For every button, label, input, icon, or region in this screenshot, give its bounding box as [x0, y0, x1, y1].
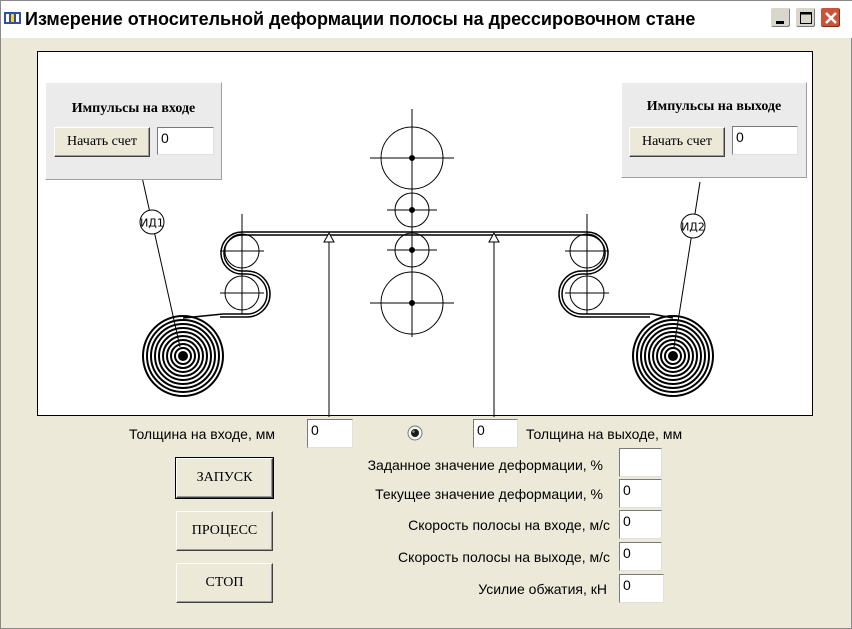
sensor-left-label: ИД1: [140, 216, 164, 230]
sensor-right: [681, 214, 705, 238]
process-button[interactable]: ПРОЦЕСС: [176, 511, 273, 551]
output-speed-label: Скорость полосы на выходе, м/с: [398, 549, 610, 565]
rolling-force-label: Усилие обжатия, кН: [478, 581, 607, 597]
input-speed-field[interactable]: 0: [619, 510, 662, 539]
title-bar[interactable]: [1, 1, 852, 38]
output-thickness-field[interactable]: 0: [473, 419, 518, 448]
current-deformation-label: Текущее значение деформации, %: [375, 486, 603, 502]
output-speed-field[interactable]: 0: [619, 542, 662, 571]
coil-right: [633, 316, 713, 396]
status-indicator[interactable]: [407, 425, 423, 441]
sensor-left: [140, 210, 164, 234]
output-thickness-label: Толщина на выходе, мм: [526, 426, 683, 442]
coil-left: [143, 316, 223, 396]
sensor-right-label: ИД2: [681, 220, 705, 234]
start-button[interactable]: ЗАПУСК: [176, 458, 273, 498]
input-speed-label: Скорость полосы на входе, м/с: [408, 517, 610, 533]
maximize-icon: [796, 8, 817, 29]
current-deformation-field[interactable]: 0: [619, 479, 662, 508]
thickness-gauge-right: [489, 233, 499, 417]
output-start-count-button[interactable]: Начать счет: [629, 127, 725, 157]
target-deformation-field[interactable]: [619, 448, 662, 477]
minimize-button[interactable]: [770, 7, 791, 28]
close-button[interactable]: [820, 7, 841, 28]
mill-diagram-canvas: [37, 51, 813, 416]
input-pulses-panel: [45, 82, 222, 180]
deflector-rolls-left: [220, 214, 264, 314]
input-pulses-field[interactable]: 0: [157, 127, 214, 155]
app-icon: [4, 11, 21, 25]
output-pulses-title: Импульсы на выходе: [646, 99, 782, 114]
maximize-button[interactable]: [795, 7, 816, 28]
minimize-icon: [771, 8, 792, 29]
rolling-force-field[interactable]: 0: [619, 574, 664, 603]
output-pulses-field[interactable]: 0: [732, 126, 798, 155]
thickness-gauge-left: [324, 233, 334, 417]
output-pulses-panel: [621, 82, 807, 178]
input-start-count-button[interactable]: Начать счет: [54, 127, 150, 157]
input-pulses-title: Импульсы на входе: [71, 101, 196, 116]
target-deformation-label: Заданное значение деформации, %: [367, 457, 603, 473]
input-thickness-label: Толщина на входе, мм: [129, 426, 276, 442]
window-title: Измерение относительной деформации полосы на дрессировочном стане: [25, 9, 696, 29]
close-icon: [821, 8, 842, 29]
stop-button[interactable]: СТОП: [176, 563, 273, 603]
deflector-rolls-right: [565, 214, 609, 314]
input-thickness-field[interactable]: 0: [307, 419, 353, 448]
mill-stand: [370, 109, 454, 337]
